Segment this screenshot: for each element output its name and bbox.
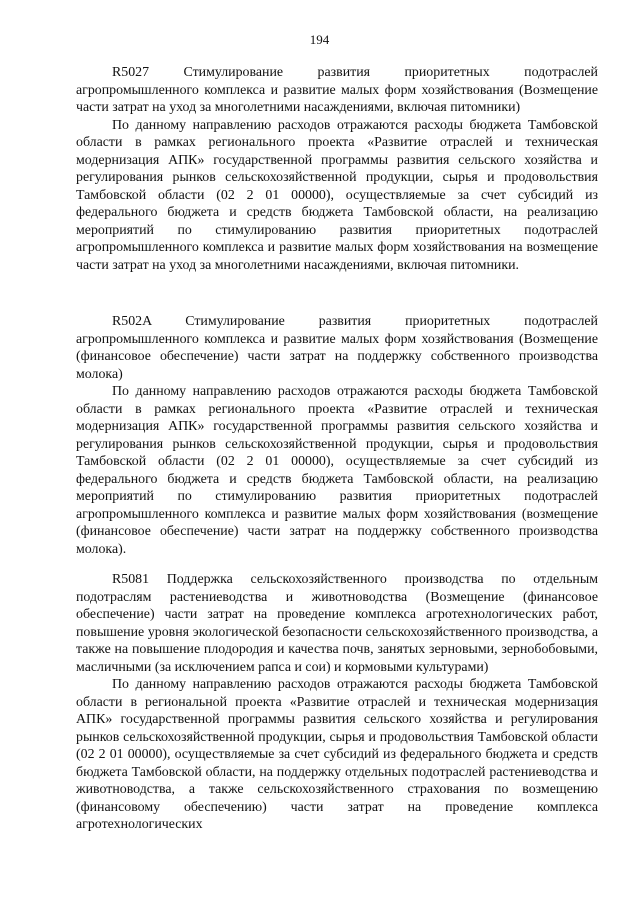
section-body: По данному направлению расходов отражаются расходы бюджета Тамбовской области в региональной проекта «Развитие отраслей и техническая модернизация АПК» государственной программы развития сельского хозяйства и регулирования рынков сельскохозяйственной продукции, сырья и продовольствия Тамбовской области (02 2 01 00000), осуществляемые за счет субсидий из федерального бюджета и средств бюджета Тамбовской области, на поддержку отдельных подотраслей растениеводства и животноводства, а также сельскохозяйственного страхования по возмещению (финансовому обеспечению) части затрат на проведение комплекса агротехнологических (76, 677, 598, 832)
section-r5027 (76, 64, 598, 274)
section-body: По данному направлению расходов отражаются расходы бюджета Тамбовской области в рамках регионального проекта «Развитие отраслей и техническая модернизация АПК» государственной программы развития сельского хозяйства и регулирования рынков сельскохозяйственной продукции, сырья и продовольствия Тамбовской области (02 2 01 00000), осуществляемые за счет субсидий из федерального бюджета и средств бюджета Тамбовской области, на реализацию мероприятий по стимулированию развития приоритетных подотраслей агропромышленного комплекса и развитие малых форм хозяйствования на возмещение части затрат на уход за многолетними насаждениями, включая питомники. (76, 117, 598, 273)
section-body: По данному направлению расходов отражаются расходы бюджета Тамбовской области в рамках регионального проекта «Развитие отраслей и техническая модернизация АПК» государственной программы развития сельского хозяйства и регулирования рынков сельскохозяйственной продукции, сырья и продовольствия Тамбовской области (02 2 01 00000), осуществляемые за счет субсидий из федерального бюджета и средств бюджета Тамбовской области, на реализацию мероприятий по стимулированию развития приоритетных подотраслей агропромышленного комплекса и развитие малых форм хозяйствования (возмещение (финансовое обеспечение) части затрат на поддержку собственного производства молока). (76, 384, 598, 557)
section-r5081 (76, 571, 598, 834)
section-r502a (76, 313, 598, 558)
section-heading: R502A Стимулирование развития приоритетных подотраслей агропромышленного комплекса и развитие малых форм хозяйствования (Возмещение (финансовое обеспечение) части затрат на поддержку собственного производства молока) (76, 314, 598, 382)
section-heading: R5081 Поддержка сельскохозяйственного производства по отдельным подотраслям растениеводства и животноводства (Возмещение (финансовое обеспечение) части затрат на проведение комплекса агротехнологических работ, повышение уровня экологической безопасности сельскохозяйственного производства, а также на повышение плодородия и качества почв, занятых зерновыми, зернобобовыми, масличными (за исключением рапса и сои) и кормовыми культурами) (76, 572, 598, 675)
page-number: 194 (309, 32, 330, 47)
section-heading: R5027 Стимулирование развития приоритетных подотраслей агропромышленного комплекса и развитие малых форм хозяйствования (Возмещение части затрат на уход за многолетними насаждениями, включая питомники) (76, 65, 598, 115)
